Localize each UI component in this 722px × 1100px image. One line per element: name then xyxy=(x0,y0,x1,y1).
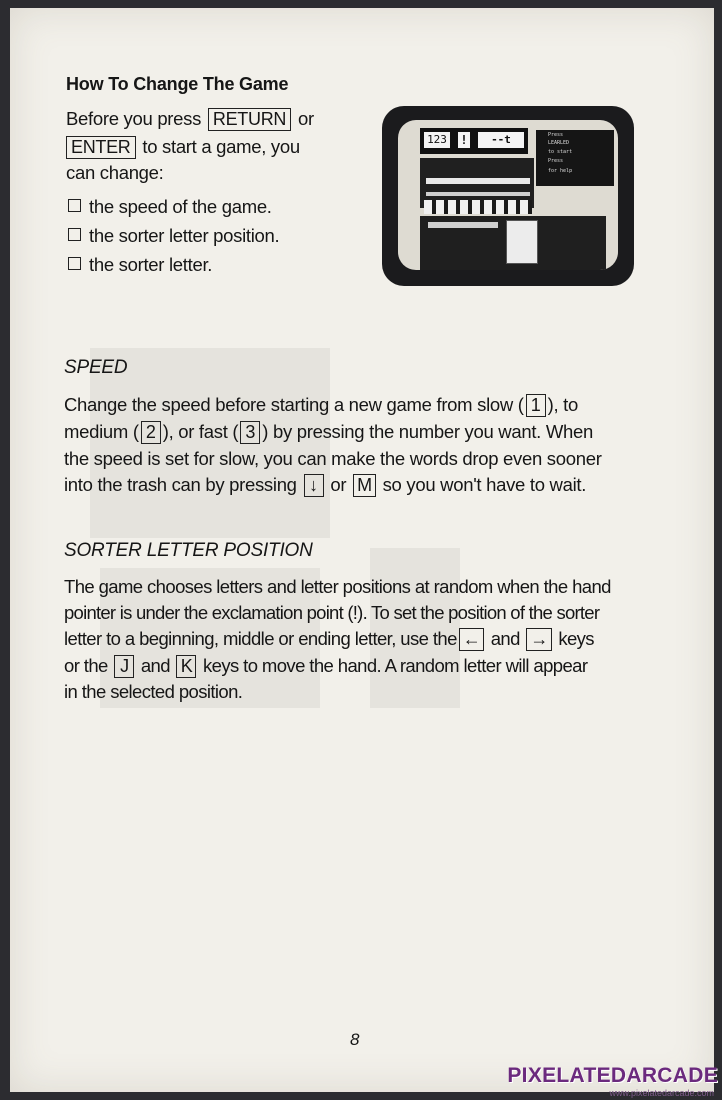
option-label: the speed of the game. xyxy=(89,196,272,217)
shelf-bar xyxy=(426,178,530,184)
speed-text: ), or fast ( xyxy=(162,421,239,442)
speed-text: Change the speed before starting a new game from slow ( xyxy=(64,394,524,415)
digits-box: 123 xyxy=(424,132,450,148)
page-title: How To Change The Game xyxy=(66,74,289,94)
sorter-line-3 xyxy=(64,626,594,652)
intro-text: or xyxy=(297,108,314,129)
game-screenshot xyxy=(382,106,634,286)
intro-text: to start a game, you xyxy=(142,136,300,157)
sorter-heading: SORTER LETTER POSITION xyxy=(64,540,313,561)
sorter-line-5: in the selected position. xyxy=(64,681,243,702)
floor-strip xyxy=(428,222,498,228)
option-item xyxy=(68,223,279,249)
speed-text: into the trash can by pressing xyxy=(64,474,297,495)
speed-text: or xyxy=(330,474,347,495)
exclamation-box: ! xyxy=(458,132,470,148)
enter-key: ENTER xyxy=(66,136,136,159)
speed-line-4 xyxy=(64,472,586,498)
key-3: 3 xyxy=(240,421,260,444)
checkbox-icon xyxy=(68,257,81,270)
key-j: J xyxy=(114,655,134,678)
manual-page xyxy=(10,8,714,1092)
speed-text: so you won't have to wait. xyxy=(382,474,587,495)
sorter-line-4 xyxy=(64,653,587,679)
sorter-text: and xyxy=(140,655,170,676)
key-m: M xyxy=(353,474,376,497)
return-key: RETURN xyxy=(208,108,291,131)
checkbox-icon xyxy=(68,228,81,241)
shelf-bar xyxy=(426,192,530,196)
speed-heading: SPEED xyxy=(64,357,128,378)
word-slots xyxy=(424,200,532,214)
left-arrow-key: ← xyxy=(459,628,484,651)
option-label: the sorter letter. xyxy=(89,254,213,275)
sorter-line-2: pointer is under the exclamation point (!). To set the position of the sorter xyxy=(64,602,600,623)
watermark-logo: PIXELATEDARCADE xyxy=(507,1064,718,1087)
watermark-url: www.pixelatedarcade.com xyxy=(609,1088,714,1098)
menu-line: to start xyxy=(548,149,573,155)
trash-can-icon xyxy=(506,220,538,264)
option-label: the sorter letter position. xyxy=(89,225,280,246)
down-arrow-key: ↓ xyxy=(304,474,324,497)
sorter-text: letter to a beginning, middle or ending letter, use the xyxy=(64,628,457,649)
sorter-text: keys xyxy=(558,628,594,649)
intro-text: Before you press xyxy=(66,108,202,129)
sorter-text: and xyxy=(490,628,520,649)
menu-line: Press xyxy=(548,158,564,164)
intro-line-1 xyxy=(66,106,314,132)
option-item xyxy=(68,252,212,278)
sorter-text: keys to move the hand. A random letter will appear xyxy=(202,655,588,676)
page-number: 8 xyxy=(350,1030,360,1049)
key-1: 1 xyxy=(526,394,546,417)
menu-line: for help xyxy=(548,168,573,174)
pattern-box: --t xyxy=(478,132,524,148)
menu-line: LEARLED xyxy=(548,140,570,146)
intro-line-2 xyxy=(66,134,300,160)
key-2: 2 xyxy=(141,421,161,444)
intro-line-3: can change: xyxy=(66,162,164,183)
speed-text: ), to xyxy=(547,394,578,415)
speed-line-1 xyxy=(64,392,578,418)
speed-text: ) by pressing the number you want. When xyxy=(262,421,593,442)
game-screen xyxy=(398,120,618,270)
speed-text: medium ( xyxy=(64,421,139,442)
option-item xyxy=(68,194,272,220)
speed-line-2 xyxy=(64,419,593,445)
right-arrow-key: → xyxy=(526,628,551,651)
checkbox-icon xyxy=(68,199,81,212)
speed-line-3: the speed is set for slow, you can make the words drop even sooner xyxy=(64,448,602,469)
sorter-text: or the xyxy=(64,655,108,676)
key-k: K xyxy=(176,655,196,678)
menu-line: Press xyxy=(548,132,564,138)
sorter-line-1: The game chooses letters and letter positions at random when the hand xyxy=(64,576,611,597)
